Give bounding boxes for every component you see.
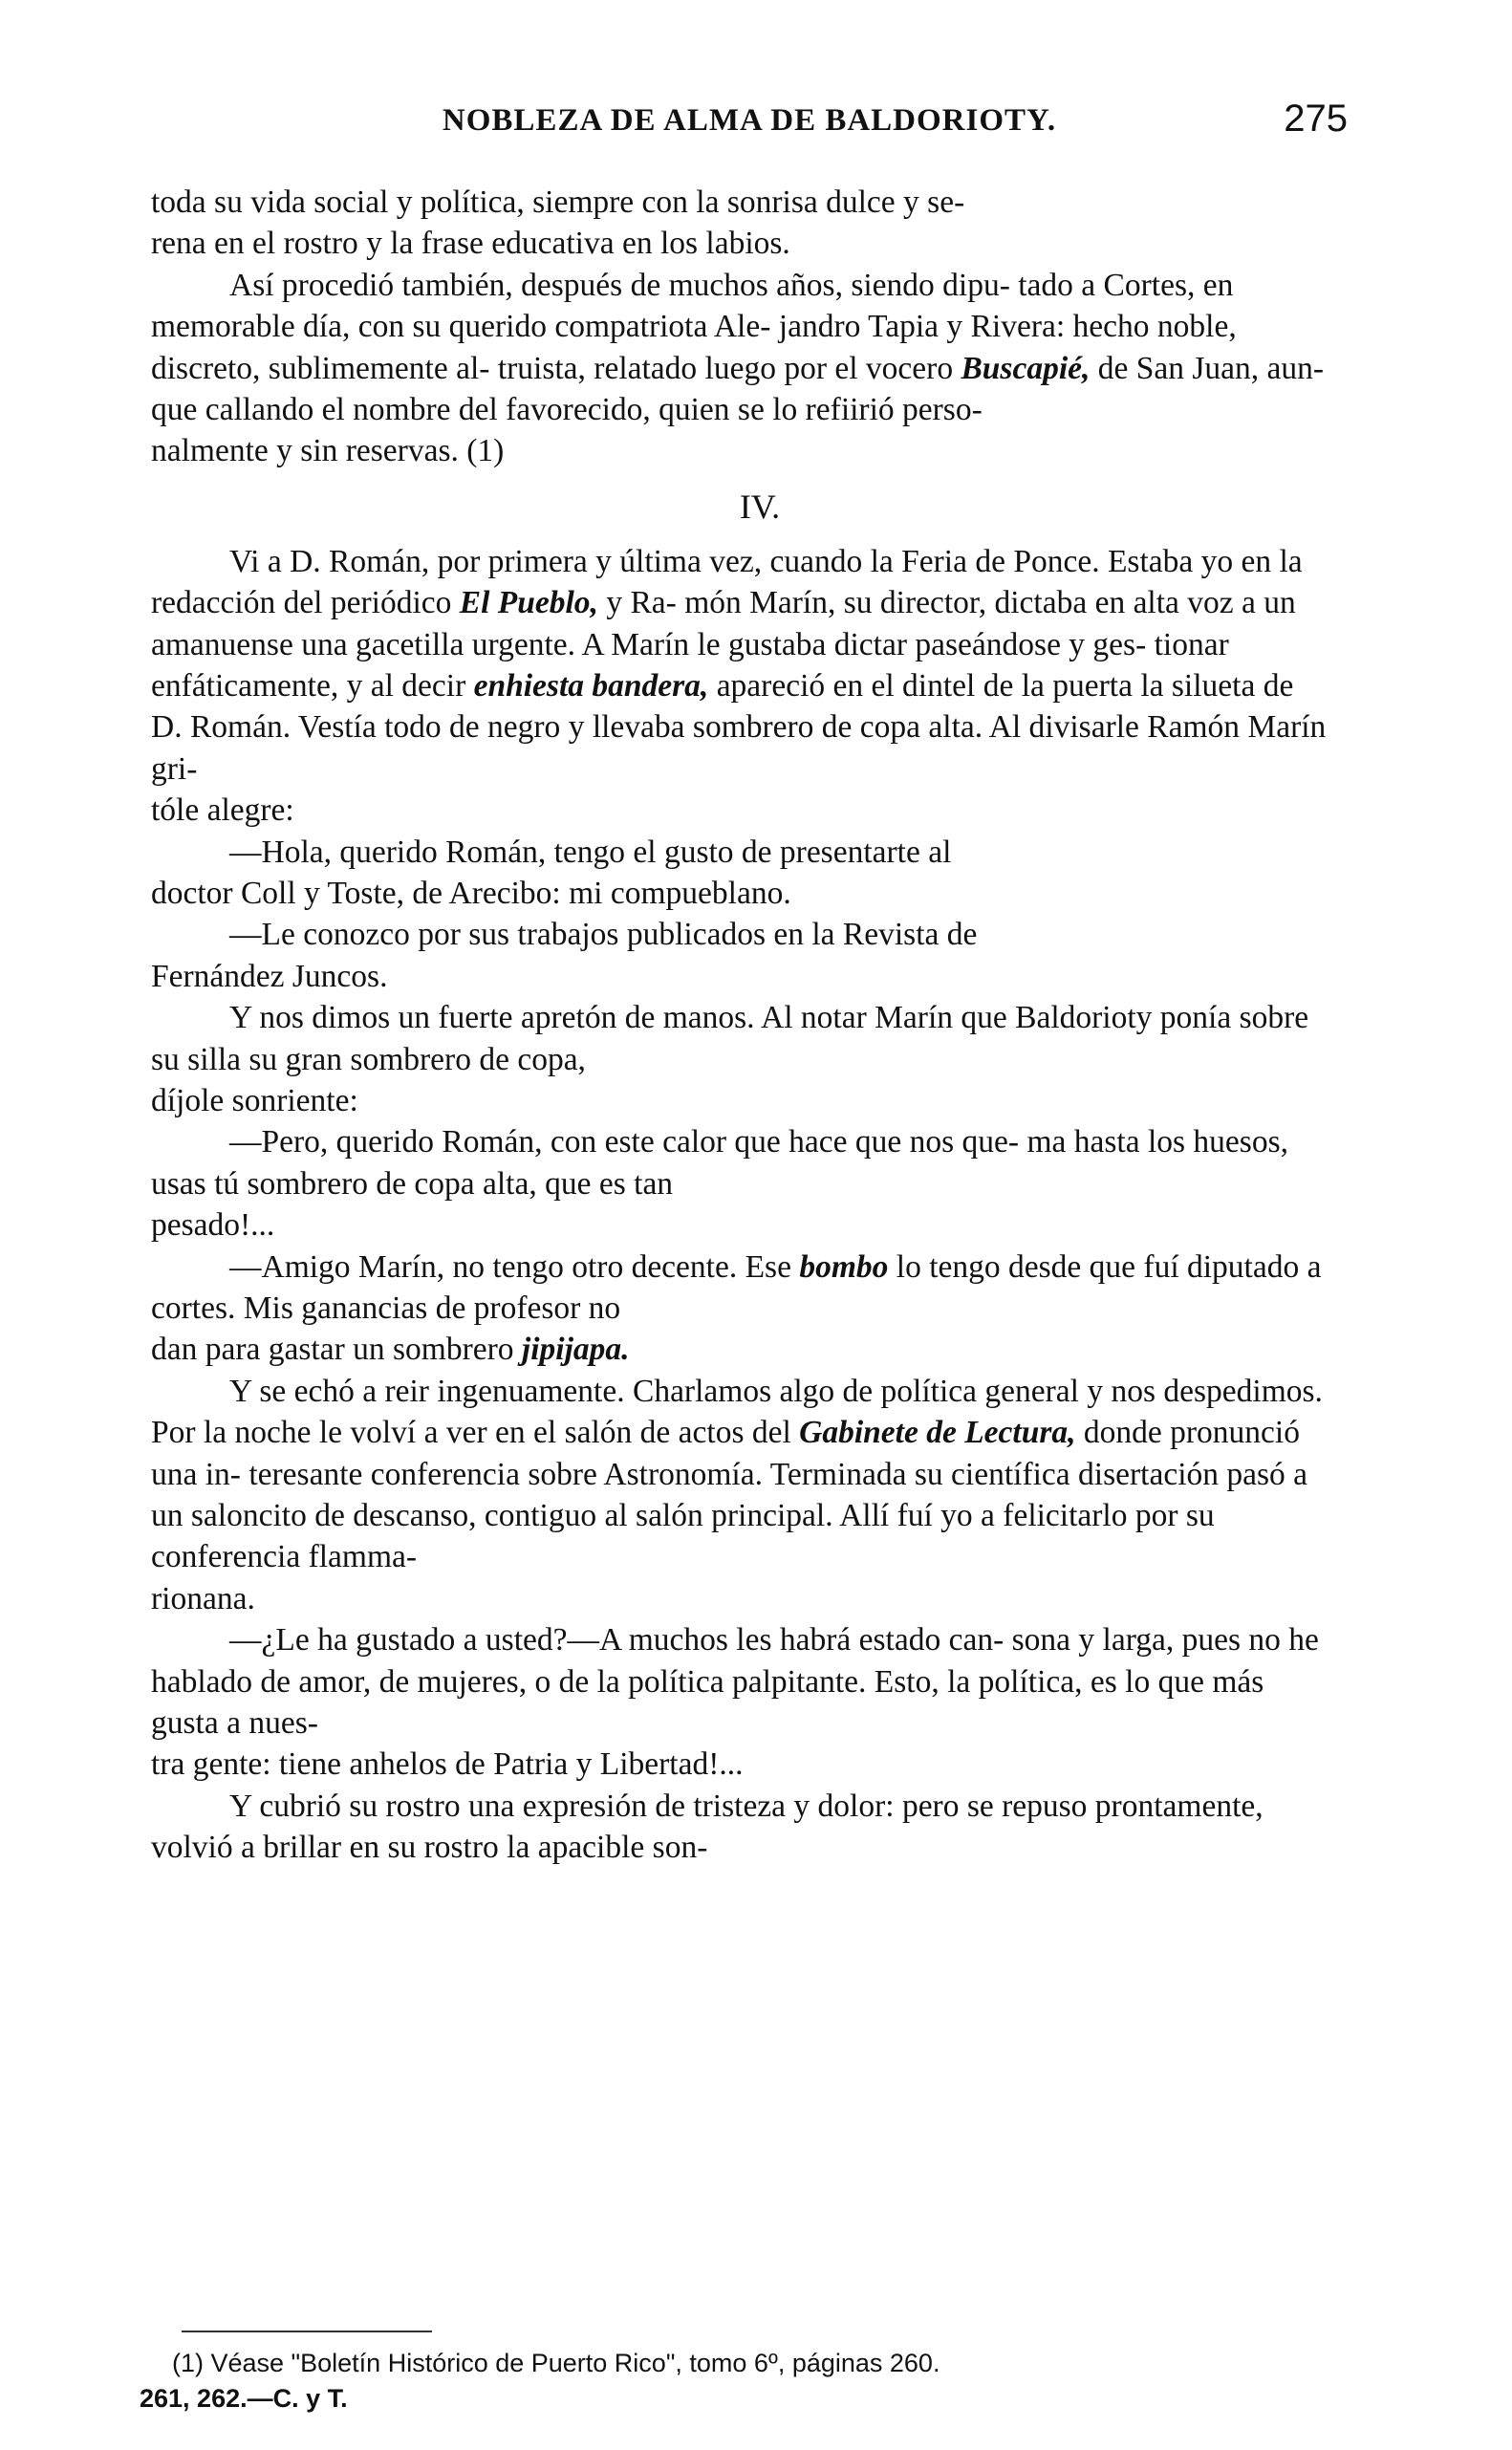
text-segment: de San Juan, aun-: [1090, 350, 1325, 386]
text-line: política palpitante. Esto, la política, es lo que más gusta a nues-: [151, 1663, 1264, 1742]
text-segment: lo tengo: [888, 1248, 1001, 1285]
text-segment: apareció en el: [708, 668, 895, 705]
footnote-line: 261, 262.—C. y T.: [140, 2384, 348, 2413]
text-segment: tionar enfáticamente, y al decir: [151, 626, 1229, 705]
text-line: Así procedió también, después de muchos años, siendo dipu-: [229, 267, 1010, 303]
text-line: que callando el nombre del favorecido, quien se lo refiirió perso-: [151, 392, 983, 428]
italic-word: jipijapa.: [521, 1332, 630, 1368]
text-segment: —Amigo Marín, no tengo otro decente. Ese: [229, 1248, 800, 1285]
text-line: repuso prontamente, volvió a brillar en su rostro la apacible son-: [151, 1788, 1264, 1866]
text-line: Y cubrió su rostro una expresión de tristeza y dolor: pero se: [229, 1788, 994, 1824]
text-line: tra gente: tiene anhelos de Patria y Libertad!...: [151, 1746, 744, 1783]
body-text: [151, 182, 1330, 1869]
text-line: pesado!...: [151, 1207, 275, 1244]
text-segment: truista, relatado luego por el vocero: [497, 350, 961, 386]
text-line: gacetilla urgente. A Marín le gustaba dictar paseándose y ges-: [355, 626, 1147, 662]
running-title: NOBLEZA DE ALMA DE BALDORIOTY.: [442, 103, 1057, 138]
text-line: —Pero, querido Román, con este calor que hace que nos que-: [229, 1124, 1020, 1160]
text-line: que Baldorioty ponía sobre su silla su gran sombrero de copa,: [151, 1000, 1309, 1077]
text-line: sona y larga, pues no he hablado de amor, de mujeres, o de la: [151, 1622, 1319, 1700]
periodical-name: Buscapié,: [961, 350, 1091, 386]
italic-word: bombo: [799, 1248, 889, 1285]
text-line: toda su vida social y política, siempre con la sonrisa dulce y se-: [151, 184, 965, 220]
text-line: —Le conozco por sus trabajos publicados en la Revista de: [229, 917, 978, 953]
text-line: jandro Tapia y Rivera: hecho noble, discreto, sublimemente al-: [151, 309, 1237, 386]
text-line: Y se echó a reir ingenuamente. Charlamos algo de política: [229, 1373, 977, 1409]
text-line: [151, 1329, 1330, 1370]
text-line: Fernández Juncos.: [151, 958, 388, 994]
periodical-name: El Pueblo,: [459, 585, 598, 621]
text-line: tóle alegre:: [151, 792, 294, 829]
text-line: rionana.: [151, 1580, 255, 1616]
text-segment: Ponce. Estaba yo en la redacción del periódico: [151, 543, 1303, 621]
text-line: —¿Le ha gustado a usted?—A muchos les habrá estado can-: [229, 1622, 1004, 1659]
text-line: ma hasta los huesos, usas tú sombrero de copa alta, que es tan: [151, 1124, 1288, 1202]
footnote: [140, 2346, 1330, 2417]
text-line: [151, 1249, 1001, 1285]
text-line: desde que fuí diputado a cortes. Mis ganancias de profesor no: [151, 1248, 1322, 1327]
text-line: [498, 351, 1324, 386]
page-header: [151, 98, 1348, 151]
text-line: díjole sonriente:: [151, 1083, 358, 1119]
page-number: 275: [1284, 98, 1348, 140]
footnote-line: (1) Véase "Boletín Histórico de Puerto Rico", tomo 6º, páginas 260.: [172, 2349, 940, 2377]
text-line: disertación pasó a un saloncito de descanso, contiguo al salón: [151, 1456, 1308, 1534]
text-line: —Hola, querido Román, tengo el gusto de presentarte al: [229, 834, 952, 870]
footnote-divider: [182, 2331, 432, 2332]
text-line: general y nos despedimos. Por la noche le volví a ver en el: [151, 1373, 1323, 1451]
text-line: teresante conferencia sobre Astronomía. Terminada su científica: [248, 1456, 1070, 1492]
institution-name: Gabinete de Lectura,: [799, 1415, 1076, 1451]
text-line: Y nos dimos un fuerte apretón de manos. Al notar Marín: [229, 1000, 954, 1036]
text-line: dintel de la puerta la silueta de D. Román. Vestía todo de negro: [151, 668, 1294, 746]
text-segment: salón de actos del: [564, 1415, 800, 1451]
text-line: nalmente y sin reservas. (1): [151, 433, 505, 469]
text-segment: dan para gastar un sombrero: [151, 1332, 522, 1368]
text-line: y llevaba sombrero de copa alta. Al divisarle Ramón Marín gri-: [151, 709, 1327, 787]
text-line: rena en el rostro y la frase educativa en los labios.: [151, 226, 790, 262]
text-segment: donde pronunció una in-: [151, 1415, 1300, 1492]
text-line: Vi a D. Román, por primera y última vez, cuando la Feria de: [229, 543, 1005, 579]
text-line: doctor Coll y Toste, de Arecibo: mi compueblano.: [151, 876, 791, 912]
text-segment: y Ra-: [597, 585, 677, 621]
italic-phrase: enhiesta bandera,: [473, 668, 709, 705]
text-line: món Marín, su director, dictaba en alta voz a un amanuense una: [151, 585, 1296, 662]
text-line: principal. Allí fuí yo a felicitarlo por su conferencia flamma-: [151, 1498, 1215, 1575]
text-line: tado a Cortes, en memorable día, con su querido compatriota Ale-: [151, 267, 1234, 345]
section-heading: IV.: [739, 487, 781, 526]
